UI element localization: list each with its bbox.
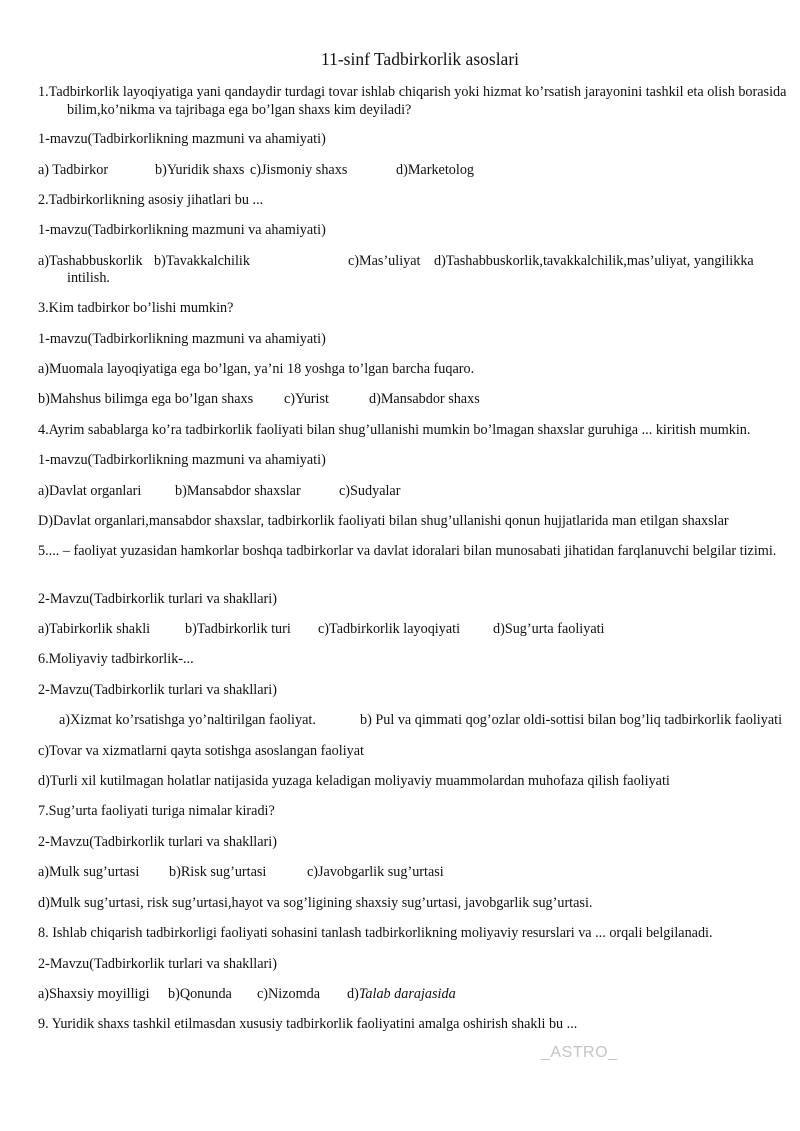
option-a: a) Tadbirkor [38,162,109,178]
option-a: a)Mulk sug’urtasi [38,864,140,880]
question-3-topic: 1-mavzu(Tadbirkorlikning mazmuni va ahamiyati) [38,331,326,347]
option-a: a)Tabirkorlik shakli [38,621,151,637]
option-a: a)Xizmat ko’rsatishga yo’naltirilgan faoliyat. [59,712,316,728]
option-d: D)Davlat organlari,mansabdor shaxslar, tadbirkorlik faoliyati bilan shug’ullanishi qonun hujjatlarida man etilgan shaxslar [38,513,729,529]
option-d: d)Sug’urta faoliyati [493,621,605,637]
option-a: a)Tashabbuskorlik [38,253,143,269]
option-d: d)Turli xil kutilmagan holatlar natijasida yuzaga keladigan moliyaviy muammolardan muhofaza qilish faoliyati [38,773,670,789]
option-a: a)Davlat organlari [38,483,142,499]
question-2: 2.Tadbirkorlikning asosiy jihatlari bu ... [38,192,264,208]
option-c: c)Sudyalar [339,483,401,499]
question-3: 3.Kim tadbirkor bo’lishi mumkin? [38,300,234,316]
option-d: d)Mansabdor shaxs [369,391,480,407]
document-title: 11-sinf Tadbirkorlik asoslari [320,49,520,69]
option-b: b)Qonunda [168,986,232,1002]
watermark: _ASTRO_ [541,1044,618,1061]
option-c: c)Mas’uliyat [348,253,421,269]
option-c: c)Nizomda [257,986,321,1002]
question-9: 9. Yuridik shaxs tashkil etilmasdan xususiy tadbirkorlik faoliyatini amalga oshirish shakli bu ... [38,1016,578,1032]
question-8: 8. Ishlab chiqarish tadbirkorligi faoliyati sohasini tanlash tadbirkorlikning moliyaviy resurslari va ... orqali belgilanadi. [38,925,713,941]
question-8-topic: 2-Mavzu(Tadbirkorlik turlari va shakllari) [38,956,277,972]
question-7-topic: 2-Mavzu(Tadbirkorlik turlari va shakllari) [38,834,277,850]
question-5: 5.... – faoliyat yuzasidan hamkorlar boshqa tadbirkorlar va davlat idoralari bilan munosabati jihatidan farqlanuvchi belgilar tizimi. [38,543,777,559]
option-d: d)Tashabbuskorlik,tavakkalchilik,mas’uliyat, yangilikka [434,253,754,269]
option-d-letter: d) [347,986,359,1002]
option-a: a)Muomala layoqiyatiga ega bo’lgan, ya’ni 18 yoshga to’lgan barcha fuqaro. [38,361,475,377]
option-c: c)Yurist [284,391,329,407]
option-b: b) Pul va qimmati qog’ozlar oldi-sottisi bilan bog’liq tadbirkorlik faoliyati [360,712,783,728]
option-b: b)Risk sug’urtasi [169,864,267,880]
option-d-text: Talab darajasida [358,986,456,1002]
option-a: a)Shaxsiy moyilligi [38,986,150,1002]
question-1: 1.Tadbirkorlik layoqiyatiga yani qandaydir turdagi tovar ishlab chiqarish yoki hizmat ko’rsatish jarayonini tashkil eta olish borasida bilim,ko’nikma va tajribaga ega bo’lgan shaxs kim deyiladi? [38,84,787,118]
question-6: 6.Moliyaviy tadbirkorlik-... [38,651,194,667]
option-b: b)Tavakkalchilik [154,253,250,269]
option-d-continued: intilish. [67,270,110,286]
option-c: c)Tadbirkorlik layoqiyati [318,621,461,637]
option-d: d)Marketolog [396,162,475,178]
question-5-topic: 2-Mavzu(Tadbirkorlik turlari va shakllari) [38,591,277,607]
question-2-topic: 1-mavzu(Tadbirkorlikning mazmuni va ahamiyati) [38,222,326,238]
question-4: 4.Ayrim sabablarga ko’ra tadbirkorlik faoliyati bilan shug’ullanishi mumkin bo’lmagan shaxslar guruhiga ... kiritish mumkin. [38,422,751,438]
option-b: b)Tadbirkorlik turi [185,621,291,637]
question-4-topic: 1-mavzu(Tadbirkorlikning mazmuni va ahamiyati) [38,452,326,468]
question-1-topic: 1-mavzu(Tadbirkorlikning mazmuni va ahamiyati) [38,131,326,147]
question-7: 7.Sug’urta faoliyati turiga nimalar kiradi? [38,803,275,819]
option-c: c)Tovar va xizmatlarni qayta sotishga asoslangan faoliyat [38,743,364,759]
option-c: c)Jismoniy shaxs [250,162,348,178]
option-d: d)Mulk sug’urtasi, risk sug’urtasi,hayot va sog’ligining shaxsiy sug’urtasi, javobgarlik sug’urtasi. [38,895,593,911]
option-c: c)Javobgarlik sug’urtasi [307,864,444,880]
option-b: b)Yuridik shaxs [155,162,245,178]
question-6-topic: 2-Mavzu(Tadbirkorlik turlari va shakllari) [38,682,277,698]
option-d [347,986,456,1004]
option-b: b)Mahshus bilimga ega bo’lgan shaxs [38,391,254,407]
option-b: b)Mansabdor shaxslar [175,483,301,499]
